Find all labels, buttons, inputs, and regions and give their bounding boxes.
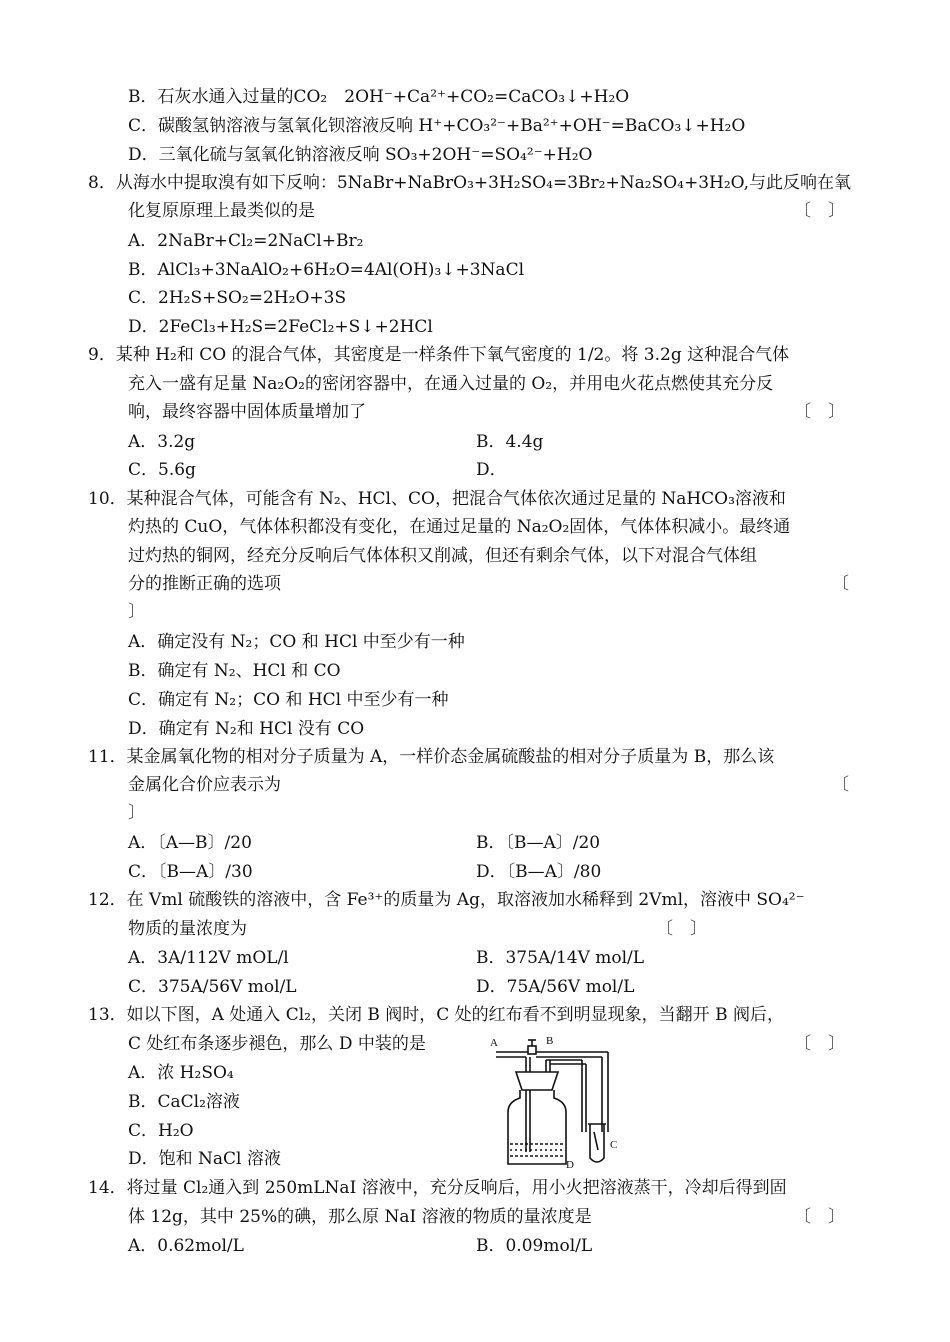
q8-answer-bracket: 〔 〕 (794, 201, 845, 221)
q10-option-a: A．确定没有 N₂；CO 和 HCl 中至少有一种 (128, 632, 465, 652)
q13-option-b: B．CaCl₂溶液 (128, 1092, 240, 1112)
q7-option-b: B．石灰水通入过量的CO₂ 2OH⁻+Ca²⁺+CO₂=CaCO₃↓+H₂O (128, 87, 630, 107)
apparatus-diagram (486, 1032, 632, 1170)
q12-option-d: D．75A/56V mol/L (476, 977, 635, 997)
q14-option-b: B．0.09mol/L (476, 1236, 593, 1256)
q11-option-d: D．〔B—A〕/80 (476, 862, 602, 882)
q11-option-b: B．〔B—A〕/20 (476, 833, 601, 853)
q10-option-c: C．确定有 N₂；CO 和 HCl 中至少有一种 (128, 690, 449, 710)
q11-stem-line2: 金属化合价应表示为 (128, 775, 281, 795)
figure-label-c: C (610, 1139, 618, 1151)
figure-label-a: A (490, 1037, 498, 1049)
q12-option-b: B．375A/14V mol/L (476, 948, 645, 968)
q8-option-a: A．2NaBr+Cl₂=2NaCl+Br₂ (128, 231, 364, 251)
q14-option-a: A．0.62mol/L (128, 1236, 244, 1256)
q14-answer-bracket: 〔 〕 (794, 1207, 845, 1227)
q10-bracket-open: 〔 (832, 574, 849, 594)
q12-answer-bracket: 〔 〕 (656, 919, 707, 939)
q8-option-b: B．AlCl₃+3NaAlO₂+6H₂O=4Al(OH)₃↓+3NaCl (128, 260, 525, 280)
q12-option-a: A．3A/112V mOL/l (128, 948, 289, 968)
q11-stem-line1: 11．某金属氧化物的相对分子质量为 A，一样价态金属硫酸盐的相对分子质量为 B，那么该 (88, 747, 775, 767)
q9-stem-line2: 充入一盛有足量 Na₂O₂的密闭容器中，在通入过量的 O₂，并用电火花点燃使其充分反 (128, 374, 774, 394)
q11-bracket-close: 〕 (128, 803, 145, 823)
q9-option-a: A．3.2g (128, 432, 196, 452)
q10-option-b: B．确定有 N₂、HCl 和 CO (128, 661, 341, 681)
q13-answer-bracket: 〔 〕 (794, 1034, 845, 1054)
q8-option-d: D．2FeCl₃+H₂S=2FeCl₂+S↓+2HCl (128, 317, 433, 337)
q11-option-c: C．〔B—A〕/30 (128, 862, 253, 882)
q11-bracket-open: 〔 (832, 775, 849, 795)
q9-stem-line3: 响，最终容器中固体质量增加了 (128, 402, 366, 422)
q13-option-c: C．H₂O (128, 1121, 194, 1141)
q9-option-d: D． (476, 460, 507, 480)
q13-option-d: D．饱和 NaCl 溶液 (128, 1149, 281, 1169)
q11-option-a: A．〔A—B〕/20 (128, 833, 252, 853)
figure-label-d: D (566, 1159, 574, 1170)
q9-option-c: C．5.6g (128, 460, 196, 480)
q14-stem-line2: 体 12g，其中 25%的碘，那么原 NaI 溶液的物质的量浓度是 (128, 1207, 592, 1227)
q10-bracket-close: 〕 (128, 602, 145, 622)
q10-stem-line4: 分的推断正确的选项 (128, 574, 281, 594)
q7-option-c: C．碳酸氢钠溶液与氢氧化钡溶液反响 H⁺+CO₃²⁻+Ba²⁺+OH⁻=BaCO₃↓+H₂O (128, 116, 746, 136)
q10-stem-line1: 10．某种混合气体，可能含有 N₂、HCl、CO，把混合气体依次通过足量的 NaHCO₃溶液和 (88, 489, 786, 509)
q12-option-c: C．375A/56V mol/L (128, 977, 297, 997)
q9-option-b: B．4.4g (476, 432, 544, 452)
q8-stem-line1: 8．从海水中提取溴有如下反响：5NaBr+NaBrO₃+3H₂SO₄=3Br₂+Na₂SO₄+3H₂O,与此反响在氧 (88, 173, 851, 193)
q7-option-d: D．三氧化硫与氢氧化钠溶液反响 SO₃+2OH⁻=SO₄²⁻+H₂O (128, 145, 593, 165)
q12-stem-line1: 12．在 Vml 硫酸铁的溶液中，含 Fe³⁺的质量为 Ag，取溶液加水稀释到 2Vml，溶液中 SO₄²⁻ (88, 890, 805, 910)
q8-stem-line2: 化复原原理上最类似的是 (128, 201, 315, 221)
q10-option-d: D．确定有 N₂和 HCl 没有 CO (128, 719, 365, 739)
q13-option-a: A．浓 H₂SO₄ (128, 1063, 234, 1083)
q13-stem-line1: 13．如以下图，A 处通入 Cl₂，关闭 B 阀时，C 处的红布看不到明显现象，当翻开 B 阀后， (88, 1005, 784, 1025)
q8-option-c: C．2H₂S+SO₂=2H₂O+3S (128, 288, 347, 308)
q14-stem-line1: 14．将过量 Cl₂通入到 250mLNaI 溶液中，充分反响后，用小火把溶液蒸干，冷却后得到固 (88, 1178, 787, 1198)
q12-stem-line2: 物质的量浓度为 (128, 919, 247, 939)
figure-label-b: B (546, 1035, 554, 1047)
q13-stem-line2: C 处红布条逐步褪色，那么 D 中装的是 (128, 1034, 426, 1054)
q10-stem-line2: 灼热的 CuO，气体体积都没有变化，在通过足量的 Na₂O₂固体，气体体积减小。最终通 (128, 517, 791, 537)
q9-answer-bracket: 〔 〕 (794, 402, 845, 422)
q10-stem-line3: 过灼热的铜网，经充分反响后气体体积又削减，但还有剩余气体，以下对混合气体组 (128, 546, 757, 566)
q9-stem-line1: 9．某种 H₂和 CO 的混合气体，其密度是一样条件下氧气密度的 1/2。将 3.2g 这种混合气体 (88, 345, 790, 365)
